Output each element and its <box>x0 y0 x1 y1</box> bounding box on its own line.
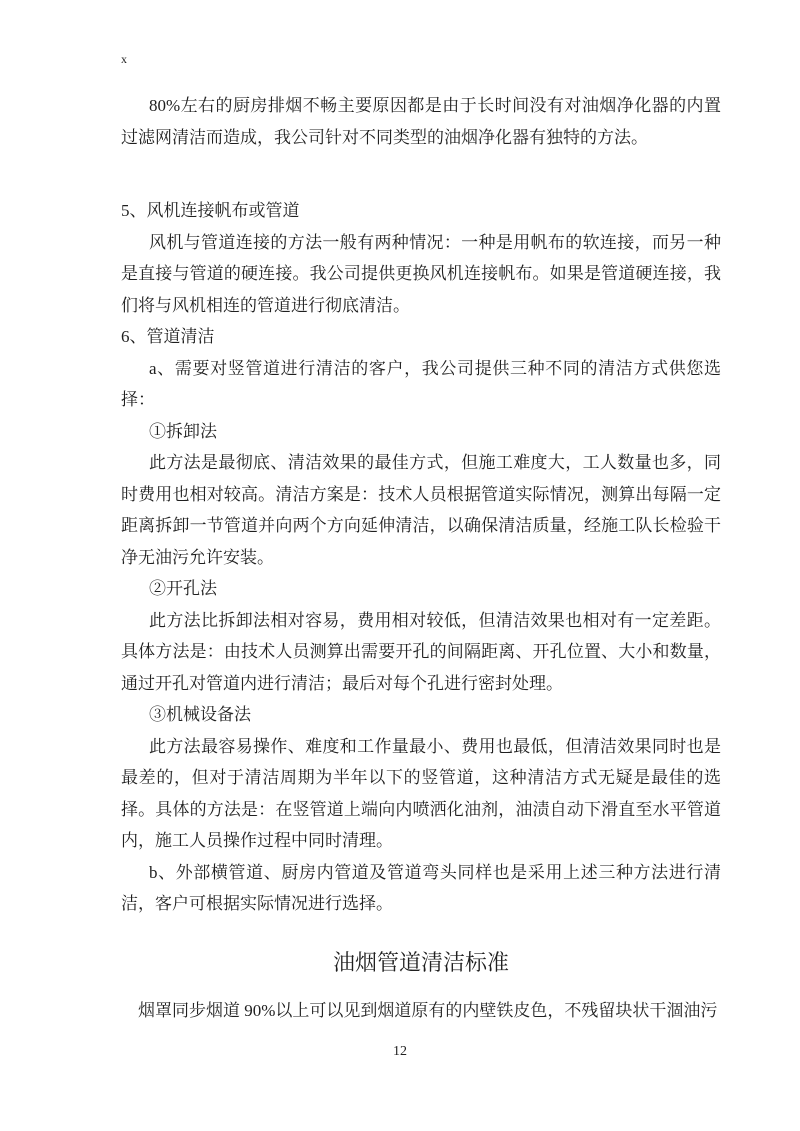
method-1-paragraph: 此方法是最彻底、清洁效果的最佳方式，但施工难度大，工人数量也多，同时费用也相对较高。清洁方案是：技术人员根据管道实际情况，测算出每隔一定距离拆卸一节管道并向两个方向延伸清洁，以确保清洁质量，经施工队长检验干净无油污允许安装。 <box>121 453 721 567</box>
section-5-paragraph: 风机与管道连接的方法一般有两种情况：一种是用帆布的软连接，而另一种是直接与管道的硬连接。我公司提供更换风机连接帆布。如果是管道硬连接，我们将与风机相连的管道进行彻底清洁。 <box>121 232 721 315</box>
method-2-label: ②开孔法 <box>149 579 217 598</box>
closing-paragraph: 烟罩同步烟道 90%以上可以见到烟道原有的内壁铁皮色，不残留块状干涸油污 <box>138 1000 718 1020</box>
method-3-label: ③机械设备法 <box>149 705 251 724</box>
header-mark: x <box>121 52 127 66</box>
intro-paragraph: 80%左右的厨房排烟不畅主要原因都是由于长时间没有对油烟净化器的内置过滤网清洁而造成，我公司针对不同类型的油烟净化器有独特的方法。 <box>121 96 721 147</box>
method-1-label: ①拆卸法 <box>149 421 217 441</box>
section-title: 油烟管道清洁标准 <box>332 949 509 975</box>
section-5-heading: 5、风机连接帆布或管道 <box>121 201 300 220</box>
section-6-heading: 6、管道清洁 <box>121 327 215 346</box>
item-a-paragraph: a、需要对竖管道进行清洁的客户，我公司提供三种不同的清洁方式供您选择： <box>121 358 721 409</box>
item-b-paragraph: b、外部横管道、厨房内管道及管道弯头同样也是采用上述三种方法进行清洁，客户可根据实际情况进行选择。 <box>121 862 721 913</box>
page-number: 12 <box>393 1044 407 1059</box>
method-2-paragraph: 此方法比拆卸法相对容易，费用相对较低，但清洁效果也相对有一定差距。具体方法是：由技术人员测算出需要开孔的间隔距离、开孔位置、大小和数量，通过开孔对管道内进行清洁；最后对每个孔进行密封处理。 <box>121 610 721 693</box>
method-3-paragraph: 此方法最容易操作、难度和工作量最小、费用也最低，但清洁效果同时也是最差的，但对于清洁周期为半年以下的竖管道，这种清洁方式无疑是最佳的选择。具体的方法是：在竖管道上端向内喷洒化油剂，油渍自动下滑直至水平管道内，施工人员操作过程中同时清理。 <box>121 736 721 850</box>
blank-line-spacer <box>121 153 721 195</box>
